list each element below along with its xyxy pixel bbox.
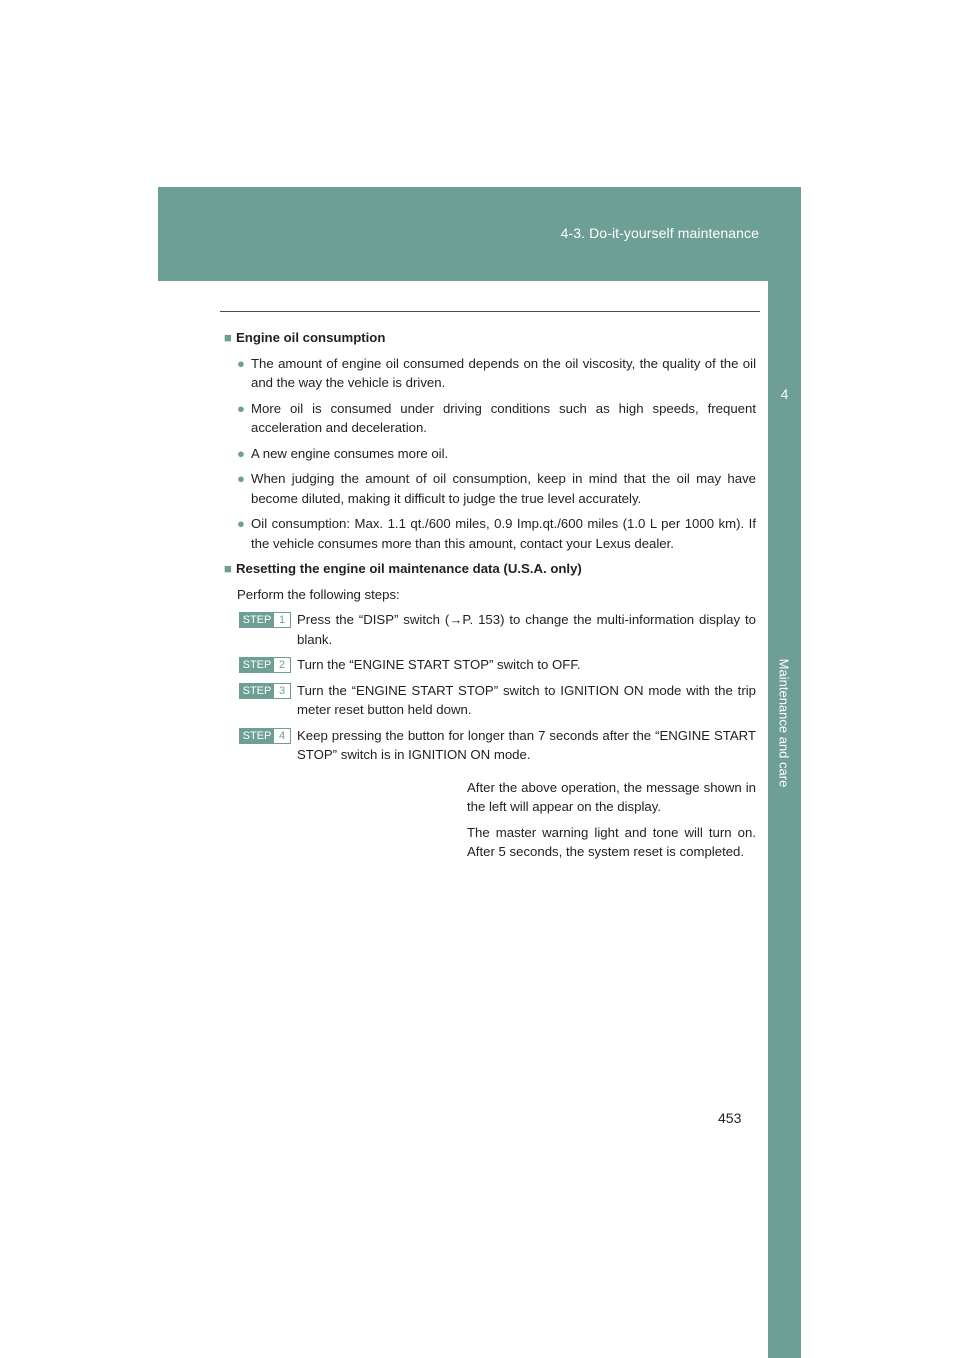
step-note: After the above operation, the message shown in the left will appear on the display.: [467, 779, 756, 814]
list-item: ● Oil consumption: Max. 1.1 qt./600 miles, 0.9 Imp.qt./600 miles (1.0 L per 1000 km). If the vehicle consumes more than this amount, contact your Lexus dealer.: [237, 516, 756, 551]
round-bullet-icon: ●: [237, 516, 245, 531]
chapter-label: Maintenance and care: [776, 658, 792, 788]
steps-intro: Perform the following steps:: [237, 586, 400, 602]
page-content: [224, 328, 756, 868]
square-bullet-icon: ■: [224, 561, 232, 576]
round-bullet-icon: ●: [237, 445, 245, 461]
round-bullet-icon: ●: [237, 471, 245, 486]
step-badge: STEP 3: [239, 683, 291, 699]
round-bullet-icon: ●: [237, 400, 245, 416]
step-item: STEP 3 Turn the “ENGINE START STOP” switch to IGNITION ON mode with the trip meter reset button held down.: [224, 681, 756, 720]
top-divider: [220, 311, 760, 312]
page-number: 453: [718, 1110, 742, 1126]
step-item: STEP 2 Turn the “ENGINE START STOP” switch to OFF.: [224, 655, 756, 675]
chapter-number: 4: [780, 386, 789, 402]
list-item: ● The amount of engine oil consumed depends on the oil viscosity, the quality of the oil and the way the vehicle is driven.: [237, 355, 756, 390]
list-item: ● A new engine consumes more oil.: [224, 444, 756, 464]
section-heading-oil-consumption: ■ Engine oil consumption: [224, 330, 386, 345]
section-title: 4-3. Do-it-yourself maintenance: [560, 225, 759, 241]
step-badge: STEP 1: [239, 612, 291, 628]
section-heading-reset-oil-data: ■ Resetting the engine oil maintenance data (U.S.A. only): [224, 561, 582, 576]
list-item: ● More oil is consumed under driving conditions such as high speeds, frequent acceleration and deceleration.: [237, 400, 756, 435]
step-badge: STEP 4: [239, 728, 291, 744]
round-bullet-icon: ●: [237, 355, 245, 371]
header-band: [158, 187, 801, 281]
step-item: STEP 1 Press the “DISP” switch (→P. 153) to change the multi-information display to blank.: [224, 610, 756, 649]
step-note: The master warning light and tone will turn on. After 5 seconds, the system reset is completed.: [467, 824, 756, 859]
step-item: STEP 4 Keep pressing the button for longer than 7 seconds after the “ENGINE START STOP” switch is in IGNITION ON mode.: [224, 726, 756, 765]
step-badge: STEP 2: [239, 657, 291, 673]
chapter-side-tab: [768, 281, 801, 1358]
square-bullet-icon: ■: [224, 330, 232, 345]
list-item: ● When judging the amount of oil consumption, keep in mind that the oil may have become diluted, making it difficult to judge the true level accurately.: [237, 471, 756, 506]
